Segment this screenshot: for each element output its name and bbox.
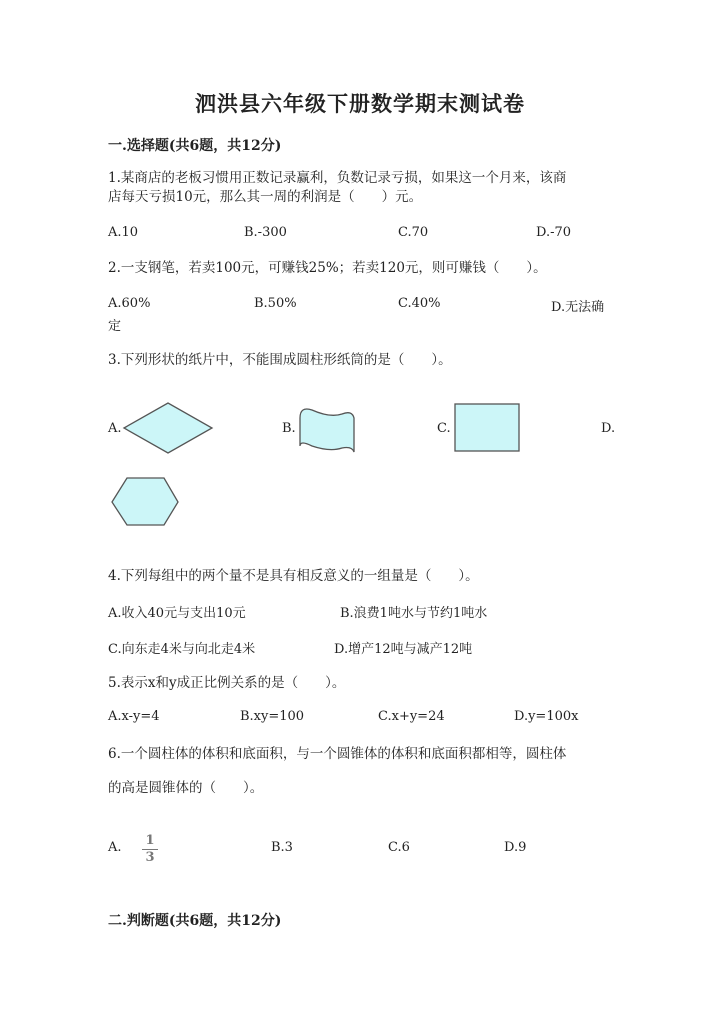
q6-option-a-fraction	[142, 834, 158, 865]
question-6-line-2: 的高是圆锥体的（ ）。	[108, 780, 264, 796]
q6-option-c: C.6	[388, 840, 410, 855]
q3-option-c: C.	[437, 421, 451, 436]
q1-option-a: A.10	[108, 225, 139, 240]
wave-strip-shape	[300, 409, 354, 452]
fraction-numerator: 1	[145, 833, 155, 848]
q5-option-d: D.y=100x	[514, 709, 579, 724]
q1-option-d: D.-70	[536, 225, 572, 240]
q3-option-d: D.	[601, 421, 616, 436]
q4-option-a: A.收入40元与支出10元	[108, 606, 246, 621]
q5-option-a: A.x-y=4	[108, 709, 160, 724]
q2-option-c: C.40%	[398, 296, 441, 311]
q5-option-b: B.xy=100	[240, 709, 305, 724]
page-title: 泗洪县六年级下册数学期末测试卷	[195, 91, 525, 116]
question-3: 3.下列形状的纸片中，不能围成圆柱形纸筒的是（ ）。	[108, 352, 452, 368]
q4-option-b: B.浪费1吨水与节约1吨水	[340, 606, 488, 621]
q1-option-b: B.-300	[244, 225, 287, 240]
q6-option-b: B.3	[271, 840, 293, 855]
question-5: 5.表示x和y成正比例关系的是（ ）。	[108, 675, 346, 691]
fraction-denominator: 3	[145, 850, 155, 865]
q2-option-a: A.60%	[108, 296, 151, 311]
section-heading-choice: 一.选择题(共6题，共12分)	[108, 138, 282, 154]
q6-option-d: D.9	[504, 840, 527, 855]
section-heading-judgement: 二.判断题(共6题，共12分)	[108, 913, 282, 929]
q5-option-c: C.x+y=24	[378, 709, 445, 724]
q3-option-b: B.	[282, 421, 296, 436]
q4-option-c: C.向东走4米与向北走4米	[108, 642, 256, 657]
question-1-line-1: 1.某商店的老板习惯用正数记录赢利，负数记录亏损，如果这一个月来，该商	[108, 170, 567, 186]
question-2: 2.一支钢笔，若卖100元，可赚钱25%；若卖120元，则可赚钱（ ）。	[108, 260, 547, 276]
q3-option-a: A.	[108, 421, 122, 436]
rhombus-shape	[124, 403, 212, 453]
q2-option-d: D.无法确	[551, 300, 605, 315]
q2-option-d-wrap: 定	[108, 319, 122, 334]
question-4: 4.下列每组中的两个量不是具有相反意义的一组量是（ ）。	[108, 568, 479, 584]
q1-option-c: C.70	[398, 225, 429, 240]
q4-option-d: D.增产12吨与减产12吨	[334, 642, 473, 657]
q6-option-a: A.	[108, 840, 122, 855]
question-6-line-1: 6.一个圆柱体的体积和底面积，与一个圆锥体的体积和底面积都相等，圆柱体	[108, 746, 567, 762]
rectangle-shape	[455, 404, 519, 451]
hexagon-shape	[112, 478, 178, 525]
question-1-line-2: 店每天亏损10元，那么其一周的利润是（ ）元。	[108, 189, 423, 205]
q2-option-b: B.50%	[254, 296, 297, 311]
